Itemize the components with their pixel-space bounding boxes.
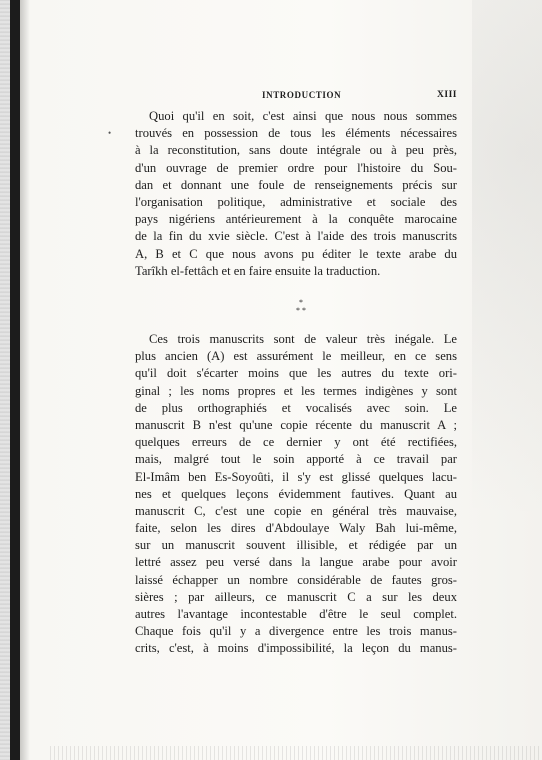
text-line: ginal ; les noms propres et les termes indigènes y sont: [135, 383, 457, 398]
text-line: dan et donnant une foule de renseignements précis sur: [135, 177, 457, 192]
text-line: nes et quelques leçons évidemment fautives. Quant au: [135, 486, 457, 501]
text-line: laissé échapper un nombre considérable de fautes gros-: [135, 572, 457, 587]
text-line: manuscrit B n'est qu'une copie récente du manuscrit A ;: [135, 417, 457, 432]
paragraph-1: [135, 108, 457, 280]
text-line: faite, selon les dires d'Abdoulaye Waly Bah lui-même,: [135, 521, 457, 536]
text-line: d'un ouvrage de premier ordre pour l'histoire du Sou-: [135, 160, 457, 175]
text-line: Tarîkh el-fettâch et en faire ensuite la traduction.: [135, 263, 381, 278]
text-line: lettré assez peu versé dans la langue arabe pour avoir: [135, 555, 457, 570]
text-line: sières ; par ailleurs, ce manuscrit C a sur les deux: [135, 589, 457, 604]
text-line: Ces trois manuscrits sont de valeur très inégale. Le: [149, 332, 457, 346]
page-header: [135, 90, 457, 106]
text-line: manuscrit C, c'est une copie en général très mauvaise,: [135, 503, 457, 518]
page-edge-left: [0, 0, 10, 760]
margin-mark: •: [108, 128, 112, 138]
text-line: à la reconstitution, sans doute intégrale ou à peu près,: [135, 143, 457, 158]
text-line: pays nigériens antérieurement à la conquête marocaine: [135, 212, 457, 227]
text-line: mais, malgré tout le soin apporté à ce travail par: [135, 452, 457, 467]
section-separator: [286, 299, 316, 319]
text-line: Chaque fois qu'il y a divergence entre les trois manus-: [135, 624, 457, 639]
text-line: de la fin du xvie siècle. C'est à l'aide des trois manuscrits: [135, 229, 457, 244]
page-edge-bottom: [50, 746, 542, 760]
text-line: trouvés en possession de tous les éléments nécessaires: [135, 126, 457, 141]
text-line: l'organisation politique, administrative et sociale des: [135, 194, 457, 209]
text-line: sur un manuscrit souvent illisible, et rédigée par un: [135, 538, 457, 553]
paragraph-2: [135, 331, 457, 658]
book-spine-shadow: [10, 0, 20, 760]
text-line: Quoi qu'il en soit, c'est ainsi que nous nous sommes: [149, 109, 457, 123]
page-number: XIII: [437, 90, 457, 100]
text-line: quelques erreurs de ce dernier y ont été rectifiées,: [135, 435, 457, 450]
separator-bottom: * *: [296, 306, 306, 315]
running-head: INTRODUCTION: [262, 90, 342, 100]
text-line: crits, c'est, à moins d'impossibilité, la leçon du manus-: [135, 641, 457, 656]
gutter-shadow: [20, 0, 30, 760]
text-line: autres l'avantage incontestable d'être le seul complet.: [135, 607, 457, 621]
text-line: A, B et C que nous avons pu éditer le texte arabe du: [135, 246, 457, 261]
text-line: qu'il doit s'écarter moins que les autres du texte ori-: [135, 366, 457, 381]
text-line: de plus orthographiés et vocalisés avec soin. Le: [135, 400, 457, 415]
page-edge-right: [472, 0, 542, 760]
text-line: El-Imâm ben Es-Soyoûti, il s'y est glissé quelques lacu-: [135, 469, 457, 484]
text-line: plus ancien (A) est assurément le meilleur, en ce sens: [135, 349, 457, 364]
separator-top: *: [299, 298, 303, 307]
